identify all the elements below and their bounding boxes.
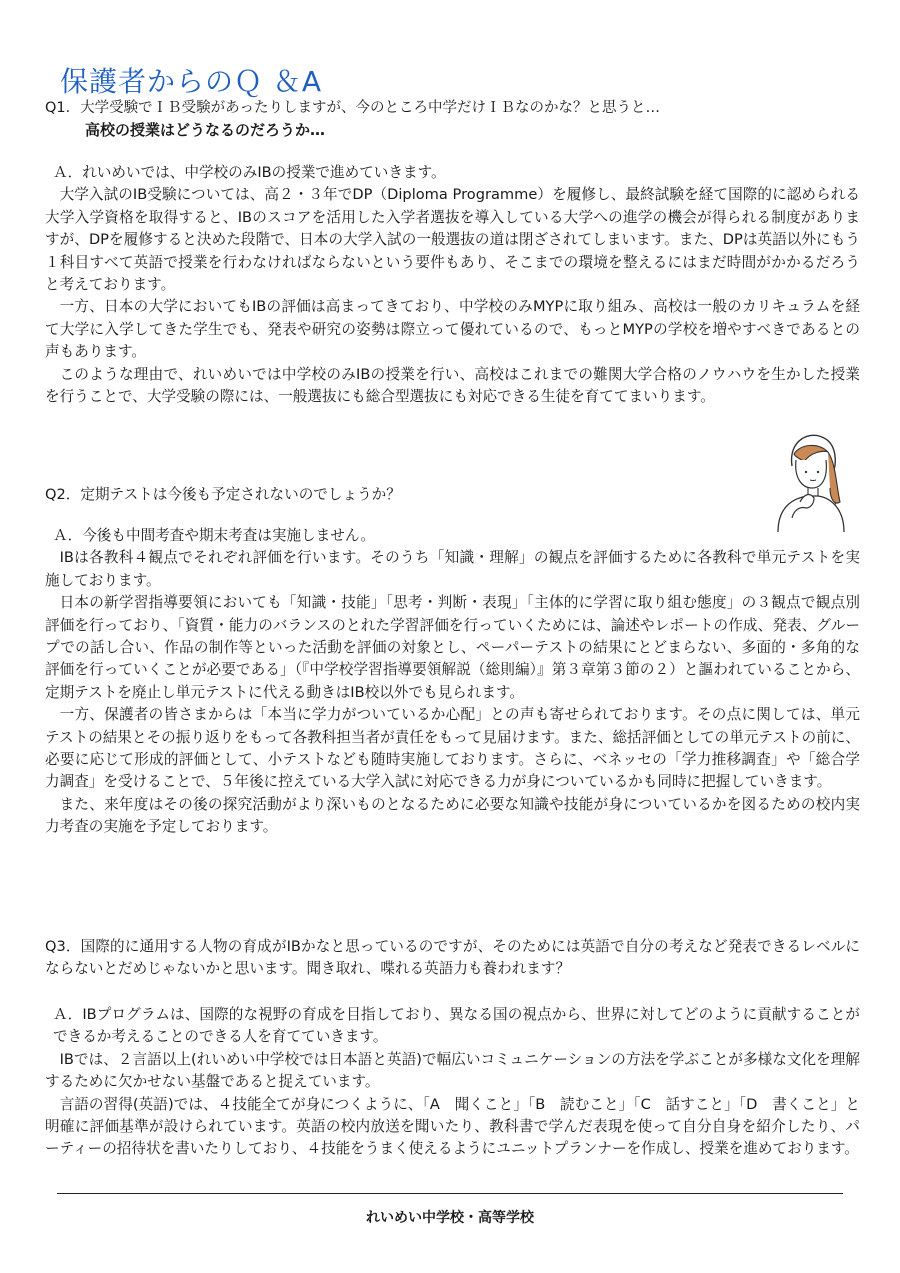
q1-answer-paragraph: 一方、日本の大学においてもIBの評価は高まってきており、中学校のみMYPに取り組み、高校は一般のカリキュラムを経て大学に入学してきた学生でも、発表や研究の姿勢は際立って優れているので、もっとMYPの学校を増やすべきであるとの声もあります。 bbox=[45, 298, 860, 361]
q3-answer-paragraph: 言語の習得(英語)では、４技能全てが身につくように、「A 聞くこと」「B 読むこと」「C 話すこと」「D 書くこと」と明確に評価基準が設けられています。英語の校内放送を聞いたり、教科書で学んだ表現を使って自分自身を紹介したり、パーティーの招待状を書いたりしており、４技能をうまく使えるようにユニットプランナーを作成し、授業を進めております。 bbox=[45, 1095, 860, 1158]
thinking-woman-icon bbox=[770, 428, 850, 532]
q3-answer-paragraph: IBでは、２言語以上(れいめい中学校では日本語と英語)で幅広いコミュニケーションの方法を学ぶことが多様な文化を理解するために欠かせない基盤であると捉えています。 bbox=[45, 1050, 860, 1091]
q1-answer-lead: Ａ．れいめいでは、中学校のみIBの授業で進めていきます。 bbox=[53, 164, 446, 181]
footer-school-name: れいめい中学校・高等学校 bbox=[366, 1210, 534, 1226]
q1-question-sub: 高校の授業はどうなるのだろうか… bbox=[85, 121, 326, 139]
q1-answer-paragraph: このような理由で、れいめいでは中学校のみIBの授業を行い、高校はこれまでの難関大学合格のノウハウを生かした授業を行うことで、大学受験の際には、一般選抜にも総合型選抜にも対応できる生徒を育ててまいります。 bbox=[45, 365, 860, 406]
q2-answer-paragraph: IBは各教科４観点でそれぞれ評価を行います。そのうち「知識・理解」の観点を評価するために各教科で単元テストを実施しております。 bbox=[45, 549, 860, 589]
q1-answer-paragraph: 大学入試のIB受験については、高２・３年でDP（Diploma Programme）を履修し、最終試験を経て国際的に認められる大学入学資格を取得すると、IBのスコアを活用した入学者選抜を導入している大学への進学の機会が得られる制度がありますが、DPを履修すると決めた段階で、日本の大学入試の一般選抜の道は閉ざされてしまいます。また、DPは英語以外にもう１科目すべて英語で授業を行わなければならないという要件もあり、そこまでの環境を整えるにはまだ時間がかかるだろうと考えております。 bbox=[45, 186, 860, 294]
footer-divider bbox=[57, 1193, 843, 1194]
q2-answer bbox=[45, 525, 860, 839]
q2-answer-paragraph: 日本の新学習指導要領においても「知識・技能」「思考・判断・表現」「主体的に学習に取り組む態度」の３観点で観点別評価を行っており、「資質・能力のバランスのとれた学習評価を行っていくためには、論述やレポートの作成、発表、グループでの話し合い、作品の制作等といった活動を評価の対象とし、ペーパーテストの結果にとどまらない、多面的・多角的な評価を行っていくことが必要である」（『中学校学習指導要領解説（総則編）』第３章第３節の２）と謳われていることから、定期テストを廃止し単元テストに代える動きはIB校以外でも見られます。 bbox=[45, 594, 860, 701]
q2-answer-paragraph: 一方、保護者の皆さまからは「本当に学力がついているか心配」との声も寄せられております。その点に関しては、単元テストの結果とその振り返りをもって各教科担当者が責任をもって見届けます。また、総括評価としての単元テストの前に、必要に応じて形成的評価として、小テストなども随時実施しております。さらに、ベネッセの「学力推移調査」や「総合学力調査」を受けることで、５年後に控えている大学入試に対応できる力が身についているかも同時に把握していきます。 bbox=[45, 706, 860, 791]
q3-answer bbox=[45, 1004, 860, 1161]
q3-question: Q3．国際的に通用する人物の育成がIBかなと思っているのですが、そのためには英語で自分の考えなど発表できるレベルにならないとだめじゃないかと思います。聞き取れ、喋れる英語力も養われます？ bbox=[45, 938, 860, 978]
q3-section bbox=[45, 936, 860, 981]
q1-answer bbox=[45, 162, 860, 408]
q1-question-text: Q1．大学受験でＩＢ受験があったりしますが、今のところ中学だけＩＢなのかな？と思うと… bbox=[45, 100, 660, 116]
q2-answer-lead: Ａ．今後も中間考査や期末考査は実施しません。 bbox=[53, 527, 375, 544]
q2-answer-paragraph: また、来年度はその後の探究活動がより深いものとなるために必要な知識や技能が身についているかを図るための校内実力考査の実施を予定しております。 bbox=[45, 795, 860, 836]
page-title: 保護者からのＱ ＆A bbox=[60, 65, 323, 98]
q1-question bbox=[45, 97, 660, 141]
q2-question: Q2．定期テストは今後も予定されないのでしょうか？ bbox=[45, 486, 401, 503]
q3-answer-lead: Ａ．IBプログラムは、国際的な視野の育成を目指しており、異なる国の視点から、世界に対してどのように貢献することができるか考えることのできる人を育てていきます。 bbox=[53, 1006, 860, 1046]
q2-section bbox=[45, 484, 860, 506]
